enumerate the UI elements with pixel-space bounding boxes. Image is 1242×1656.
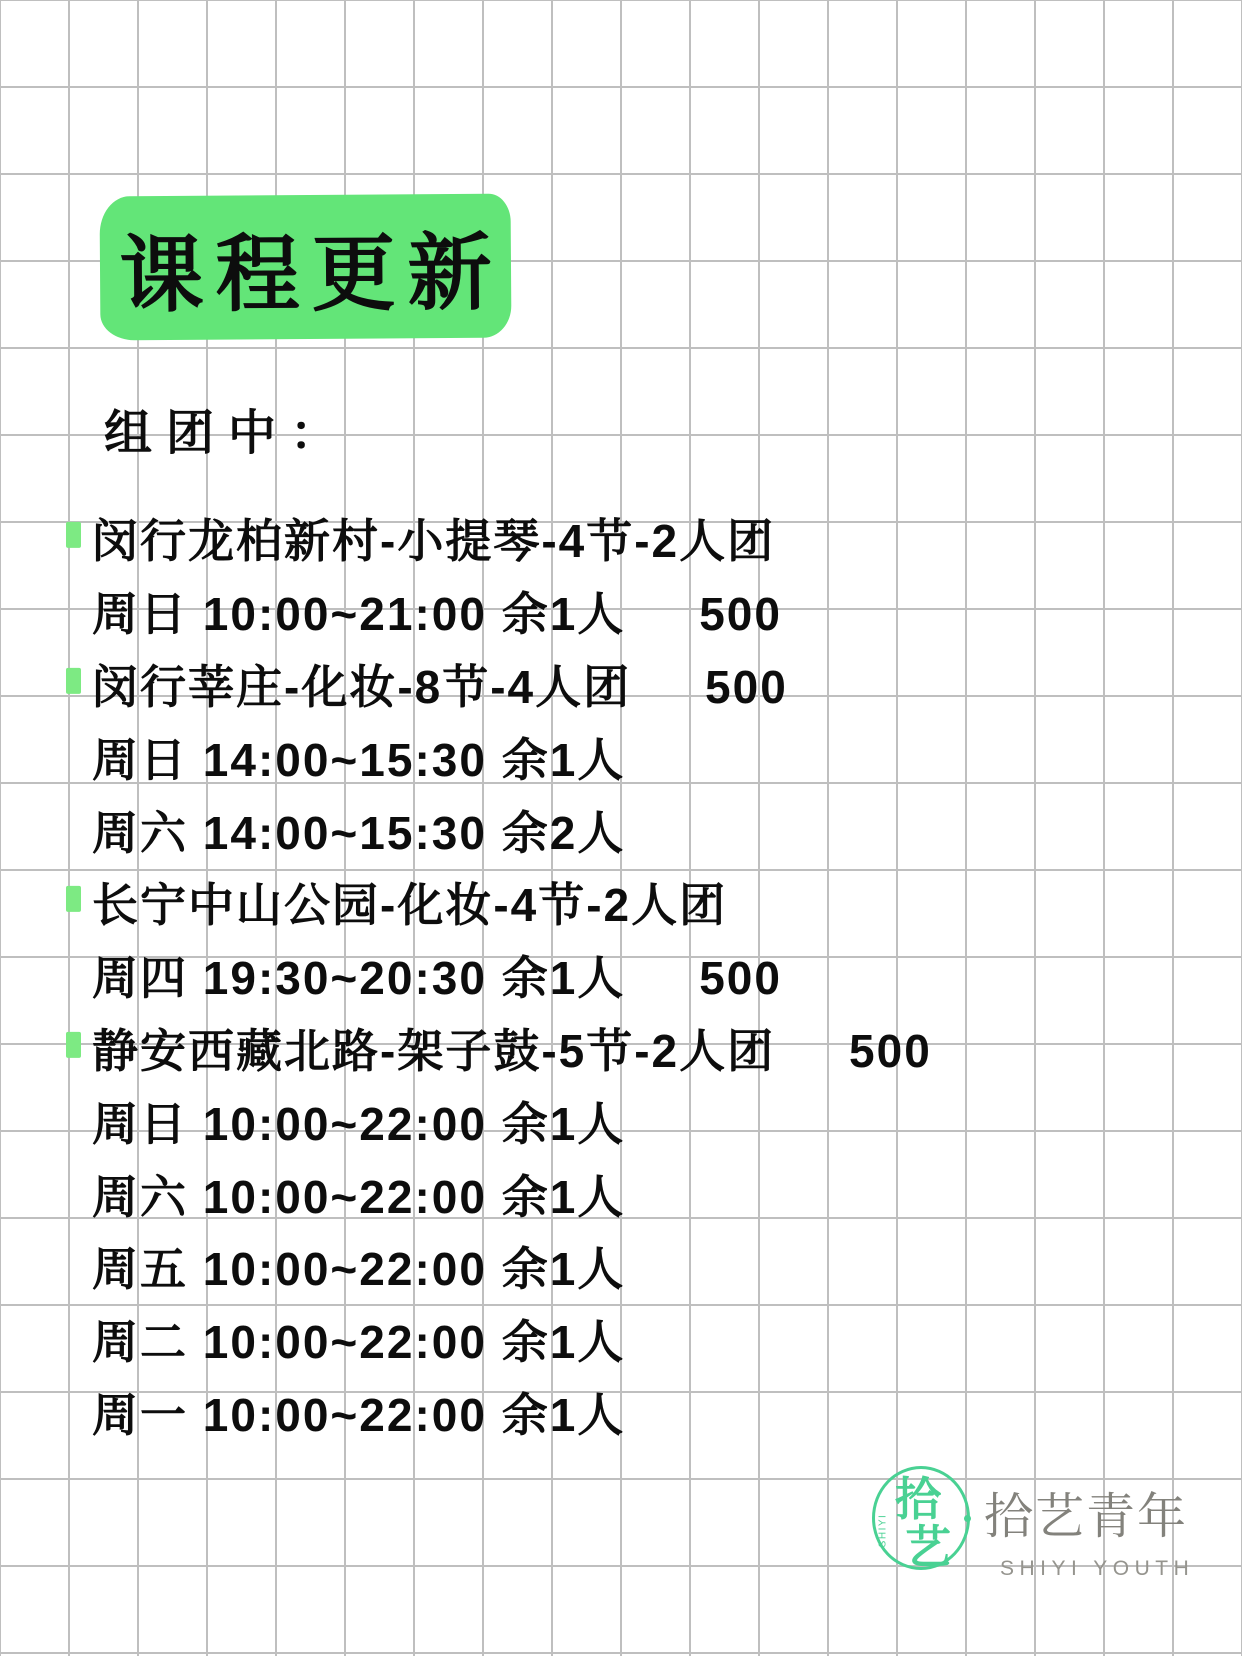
session-row [92,575,1202,648]
brand-logo [872,1466,1194,1581]
session-row [92,793,1202,866]
course-title-text: 长宁中山公园-化妆-4节-2人团 [92,879,728,932]
session-text: 周六 14:00~15:30 余2人 [92,806,626,859]
bullet-icon [66,522,81,548]
brand-text-block [984,1466,1194,1581]
course-title-text: 闵行莘庄-化妆-8节-4人团 500 [92,660,788,713]
logo-side-text: SHIYI [877,1513,889,1548]
bullet-icon [66,886,81,912]
session-row [92,1230,1202,1303]
session-text: 周一 10:00~22:00 余1人 [92,1388,626,1441]
course-title-row [92,502,1202,575]
session-row [92,1084,1202,1157]
session-text: 周五 10:00~22:00 余1人 [92,1243,626,1296]
logo-dot-icon [964,1515,971,1522]
brand-name-cn: 拾艺青年 [984,1490,1189,1544]
logo-char-bottom: 艺 [905,1521,951,1573]
brand-logo-circle-icon [872,1466,970,1573]
page-title: 课程更新 [119,225,504,322]
session-text: 周日 14:00~15:30 余1人 [92,733,626,786]
session-row [92,1303,1202,1376]
brand-name-en: SHIYI YOUTH [1000,1557,1195,1580]
session-text: 周六 10:00~22:00 余1人 [92,1170,626,1223]
course-update-badge [100,194,512,341]
course-title-text: 闵行龙柏新村-小提琴-4节-2人团 [92,515,776,568]
session-text: 周日 10:00~22:00 余1人 [92,1097,626,1150]
section-subtitle: 组团中： [104,407,353,460]
logo-char-top: 拾 [895,1473,941,1525]
session-row [92,1376,1202,1449]
course-title-text: 静安西藏北路-架子鼓-5节-2人团 500 [92,1024,932,1077]
bullet-icon [66,1032,81,1058]
session-text: 周二 10:00~22:00 余1人 [92,1316,626,1369]
course-list [92,502,1202,1448]
session-text: 周日 10:00~21:00 余1人 500 [92,588,782,641]
session-row [92,1157,1202,1230]
session-row [92,939,1202,1012]
bullet-icon [66,668,81,694]
session-row [92,720,1202,793]
course-title-row [92,1012,1202,1085]
session-text: 周四 19:30~20:30 余1人 500 [92,952,782,1005]
course-title-row [92,648,1202,721]
course-title-row [92,866,1202,939]
